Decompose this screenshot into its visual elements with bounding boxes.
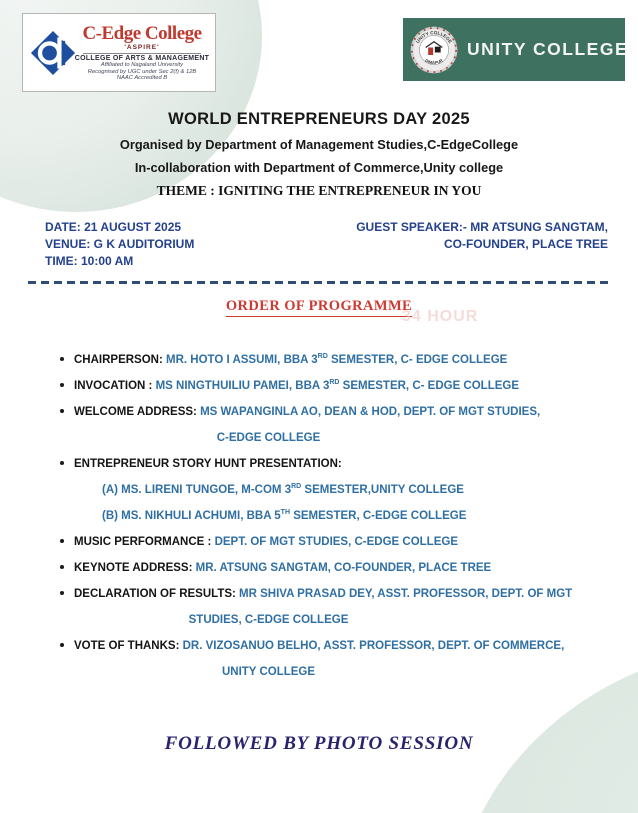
bullet-icon <box>60 409 64 413</box>
svg-text:DIMAPUR: DIMAPUR <box>424 57 444 65</box>
programme-subitem: (B) MS. NIKHULI ACHUMI, BBA 5TH SEMESTER, C-EDGE COLLEGE <box>102 509 467 522</box>
programme-heading: ORDER OF PROGRAMME <box>226 298 412 317</box>
cedge-recognition: Recognised by UGC under Sec 2(f) & 12B <box>87 68 197 75</box>
programme-item-value: MS WAPANGINLA AO, DEAN & HOD, DEPT. OF MGT STUDIES, <box>200 406 541 418</box>
dashed-separator <box>28 281 610 284</box>
programme-item-continuation: STUDIES, C-EDGE COLLEGE <box>188 614 349 626</box>
bullet-icon <box>60 643 64 647</box>
unity-seal-icon <box>409 25 459 75</box>
programme-item <box>60 638 616 680</box>
programme-item-label: MUSIC PERFORMANCE : <box>74 536 215 548</box>
cedge-diamond-icon <box>27 24 79 82</box>
event-info-row <box>45 219 608 270</box>
collaboration-line: In-collaboration with Department of Commerce,Unity college <box>134 160 504 175</box>
programme-item <box>60 586 616 628</box>
organiser-line: Organised by Department of Management Studies,C-EdgeCollege <box>119 137 519 152</box>
watermark-text: 34 HOUR <box>402 308 479 325</box>
cedge-divider <box>83 53 202 54</box>
cedge-affiliation: Affiliated to Nagaland University <box>100 62 184 69</box>
programme-item-value: MR. ATSUNG SANGTAM, CO-FOUNDER, PLACE TREE <box>195 562 492 574</box>
programme-item-continuation: C-EDGE COLLEGE <box>216 432 321 444</box>
event-date: DATE: 21 AUGUST 2025 <box>45 220 182 234</box>
programme-item-continuation: UNITY COLLEGE <box>221 666 316 678</box>
cedge-college-logo <box>22 13 216 92</box>
programme-list <box>60 352 616 690</box>
guest-speaker-line2: CO-FOUNDER, PLACE TREE <box>443 237 608 251</box>
theme-line: THEME : IGNITING THE ENTREPRENEUR IN YOU <box>156 183 482 198</box>
footer-note: FOLLOWED BY PHOTO SESSION <box>164 733 474 754</box>
programme-item-label: ENTREPRENEUR STORY HUNT PRESENTATION: <box>74 458 342 470</box>
programme-item-label: DECLARATION OF RESULTS: <box>74 588 240 600</box>
programme-item-value: DEPT. OF MGT STUDIES, C-EDGE COLLEGE <box>214 536 458 548</box>
bullet-icon <box>60 565 64 569</box>
programme-item-value: MR SHIVA PRASAD DEY, ASST. PROFESSOR, DEPT. OF MGT <box>239 588 573 600</box>
bullet-icon <box>60 539 64 543</box>
guest-speaker-line1: GUEST SPEAKER:- MR ATSUNG SANGTAM, <box>356 220 608 234</box>
title-block <box>0 110 638 199</box>
event-time: TIME: 10:00 AM <box>45 254 134 268</box>
cedge-accreditation: NAAC Accredited B <box>116 74 168 81</box>
cedge-subtitle: COLLEGE OF ARTS & MANAGEMENT <box>74 55 210 63</box>
programme-item <box>60 456 616 524</box>
programme-item-label: VOTE OF THANKS: <box>74 640 183 652</box>
programme-subitem: (A) MS. LIRENI TUNGOE, M-COM 3RD SEMESTER,UNITY COLLEGE <box>102 483 464 496</box>
programme-item-label: WELCOME ADDRESS: <box>74 406 201 418</box>
programme-item-value: MR. HOTO I ASSUMI, BBA 3RD SEMESTER, C- EDGE COLLEGE <box>166 353 508 366</box>
programme-item <box>60 378 616 394</box>
cedge-motto: 'ASPIRE' <box>124 44 160 52</box>
programme-item-label: CHAIRPERSON: <box>74 354 167 366</box>
programme-item-label: KEYNOTE ADDRESS: <box>74 562 196 574</box>
programme-heading-wrap <box>0 297 638 317</box>
programme-item <box>60 352 616 368</box>
event-details <box>45 219 194 270</box>
unity-college-logo <box>403 18 629 81</box>
bullet-icon <box>60 591 64 595</box>
cedge-college-name: C-Edge College <box>82 23 202 45</box>
svg-text:UNITY COLLEGE: UNITY COLLEGE <box>415 29 453 44</box>
event-title: WORLD ENTREPRENEURS DAY 2025 <box>168 110 470 128</box>
bullet-icon <box>60 357 64 361</box>
bullet-icon <box>60 383 64 387</box>
programme-item <box>60 404 616 446</box>
unity-college-name: UNITY COLLEGE <box>467 39 629 59</box>
programme-item <box>60 534 616 550</box>
bullet-icon <box>60 461 64 465</box>
programme-item-value: DR. VIZOSANUO BELHO, ASST. PROFESSOR, DEPT. OF COMMERCE, <box>182 640 565 652</box>
programme-item-label: INVOCATION : <box>74 380 156 392</box>
programme-item-value: MS NINGTHUILIU PAMEI, BBA 3RD SEMESTER, C- EDGE COLLEGE <box>155 379 520 392</box>
guest-speaker <box>356 219 608 270</box>
programme-item <box>60 560 616 576</box>
cedge-logo-text <box>73 24 211 80</box>
event-venue: VENUE: G K AUDITORIUM <box>45 237 195 251</box>
